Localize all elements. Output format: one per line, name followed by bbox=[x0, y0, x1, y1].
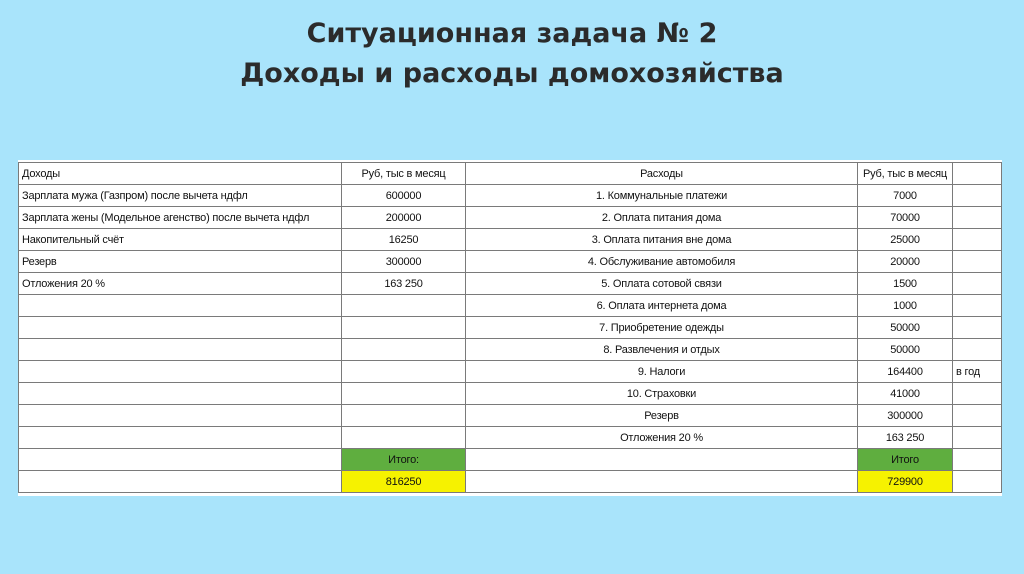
income-value-cell bbox=[342, 383, 466, 405]
income-label-cell: Зарплата жены (Модельное агенство) после вычета ндфл bbox=[19, 207, 342, 229]
empty-cell bbox=[953, 471, 1002, 493]
expense-label-cell: 2. Оплата питания дома bbox=[466, 207, 858, 229]
table-row bbox=[19, 229, 1002, 251]
empty-cell bbox=[953, 449, 1002, 471]
slide-title-line-1: Ситуационная задача № 2 bbox=[306, 18, 718, 49]
income-value-cell: 600000 bbox=[342, 185, 466, 207]
expense-value-cell: 70000 bbox=[858, 207, 953, 229]
expense-value-cell: 1000 bbox=[858, 295, 953, 317]
income-label-cell bbox=[19, 295, 342, 317]
empty-cell bbox=[466, 449, 858, 471]
expense-label-cell: 6. Оплата интернета дома bbox=[466, 295, 858, 317]
note-cell bbox=[953, 229, 1002, 251]
income-label-cell: Зарплата мужа (Газпром) после вычета ндфл bbox=[19, 185, 342, 207]
income-unit-header: Руб, тыс в месяц bbox=[342, 163, 466, 185]
table-row bbox=[19, 185, 1002, 207]
empty-cell bbox=[466, 471, 858, 493]
table-row bbox=[19, 405, 1002, 427]
expense-total-label: Итого bbox=[858, 449, 953, 471]
expense-value-cell: 7000 bbox=[858, 185, 953, 207]
empty-header-cell bbox=[953, 163, 1002, 185]
expense-label-cell: 8. Развлечения и отдых bbox=[466, 339, 858, 361]
note-cell bbox=[953, 383, 1002, 405]
income-value-cell bbox=[342, 317, 466, 339]
note-cell bbox=[953, 185, 1002, 207]
expense-label-cell: 10. Страховки bbox=[466, 383, 858, 405]
header-row bbox=[19, 163, 1002, 185]
income-label-cell bbox=[19, 361, 342, 383]
income-label-cell bbox=[19, 339, 342, 361]
spreadsheet-snippet bbox=[18, 160, 1002, 496]
income-label-cell: Накопительный счёт bbox=[19, 229, 342, 251]
income-value-cell: 16250 bbox=[342, 229, 466, 251]
income-label-cell bbox=[19, 383, 342, 405]
expense-value-cell: 25000 bbox=[858, 229, 953, 251]
income-header: Доходы bbox=[19, 163, 342, 185]
note-cell bbox=[953, 295, 1002, 317]
expense-label-cell: Резерв bbox=[466, 405, 858, 427]
income-total-label: Итого: bbox=[342, 449, 466, 471]
table-row bbox=[19, 317, 1002, 339]
expense-label-cell: 5. Оплата сотовой связи bbox=[466, 273, 858, 295]
budget-table-body bbox=[19, 163, 1002, 493]
table-row bbox=[19, 383, 1002, 405]
note-cell bbox=[953, 207, 1002, 229]
expense-label-cell: 1. Коммунальные платежи bbox=[466, 185, 858, 207]
empty-cell bbox=[19, 449, 342, 471]
expense-value-cell: 164400 bbox=[858, 361, 953, 383]
income-value-cell bbox=[342, 405, 466, 427]
note-cell bbox=[953, 273, 1002, 295]
totals-label-row bbox=[19, 449, 1002, 471]
expense-label-cell: 3. Оплата питания вне дома bbox=[466, 229, 858, 251]
expense-value-cell: 20000 bbox=[858, 251, 953, 273]
income-label-cell: Резерв bbox=[19, 251, 342, 273]
expense-value-cell: 50000 bbox=[858, 317, 953, 339]
income-value-cell: 163 250 bbox=[342, 273, 466, 295]
income-label-cell bbox=[19, 317, 342, 339]
slide-title bbox=[0, 14, 1024, 94]
slide-title-line-2: Доходы и расходы домохозяйства bbox=[240, 58, 784, 89]
table-row bbox=[19, 427, 1002, 449]
note-cell bbox=[953, 427, 1002, 449]
income-value-cell: 300000 bbox=[342, 251, 466, 273]
note-cell bbox=[953, 339, 1002, 361]
table-row bbox=[19, 295, 1002, 317]
expense-value-cell: 50000 bbox=[858, 339, 953, 361]
income-value-cell bbox=[342, 295, 466, 317]
expense-unit-header: Руб, тыс в месяц bbox=[858, 163, 953, 185]
expense-label-cell: 9. Налоги bbox=[466, 361, 858, 383]
expense-value-cell: 41000 bbox=[858, 383, 953, 405]
income-value-cell: 200000 bbox=[342, 207, 466, 229]
note-cell bbox=[953, 317, 1002, 339]
empty-cell bbox=[19, 471, 342, 493]
note-cell bbox=[953, 405, 1002, 427]
expense-value-cell: 1500 bbox=[858, 273, 953, 295]
expense-value-cell: 300000 bbox=[858, 405, 953, 427]
totals-value-row bbox=[19, 471, 1002, 493]
income-value-cell bbox=[342, 339, 466, 361]
table-row bbox=[19, 207, 1002, 229]
expense-label-cell: 7. Приобретение одежды bbox=[466, 317, 858, 339]
income-label-cell bbox=[19, 405, 342, 427]
table-row bbox=[19, 361, 1002, 383]
expense-total-value: 729900 bbox=[858, 471, 953, 493]
note-cell: в год bbox=[953, 361, 1002, 383]
expense-label-cell: 4. Обслуживание автомобиля bbox=[466, 251, 858, 273]
table-row bbox=[19, 251, 1002, 273]
budget-table bbox=[18, 162, 1002, 493]
expense-value-cell: 163 250 bbox=[858, 427, 953, 449]
note-cell bbox=[953, 251, 1002, 273]
income-label-cell: Отложения 20 % bbox=[19, 273, 342, 295]
income-total-value: 816250 bbox=[342, 471, 466, 493]
income-value-cell bbox=[342, 427, 466, 449]
expense-header: Расходы bbox=[466, 163, 858, 185]
expense-label-cell: Отложения 20 % bbox=[466, 427, 858, 449]
income-value-cell bbox=[342, 361, 466, 383]
income-label-cell bbox=[19, 427, 342, 449]
table-row bbox=[19, 339, 1002, 361]
table-row bbox=[19, 273, 1002, 295]
